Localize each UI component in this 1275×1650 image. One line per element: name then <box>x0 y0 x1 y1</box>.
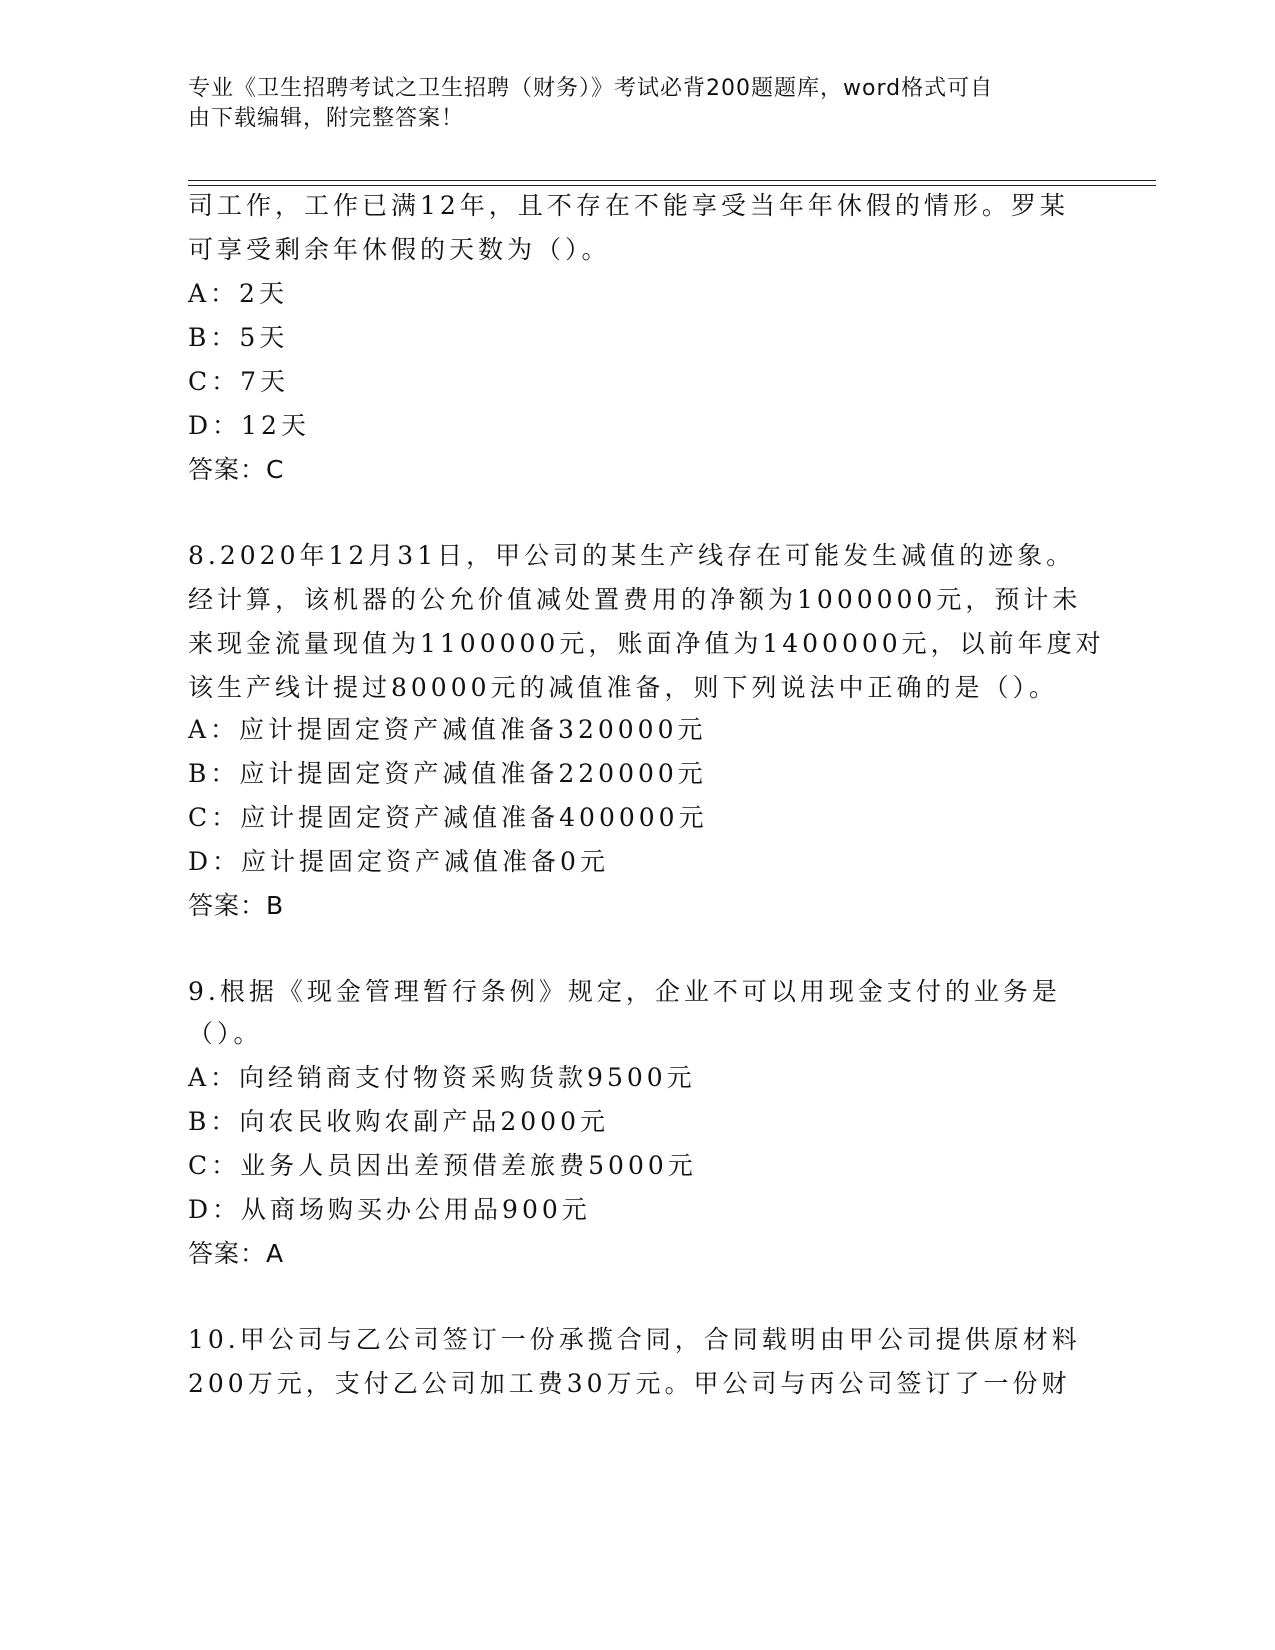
q8-option-a: A：应计提固定资产减值准备320000元 <box>188 715 707 744</box>
q9-line-2: （）。 <box>188 1019 263 1048</box>
header-line-2: 由下载编辑，附完整答案！ <box>188 106 465 131</box>
q10-line-2: 200万元，支付乙公司加工费30万元。甲公司与丙公司签订了一份财 <box>188 1369 1071 1398</box>
q7-answer: 答案：C <box>188 455 285 484</box>
q7-option-c: C：7天 <box>188 367 290 396</box>
header-divider-top <box>188 180 1156 181</box>
document-header <box>188 74 1088 134</box>
q9-option-a: A：向经销商支付物资采购货款9500元 <box>188 1063 696 1092</box>
q7-line-2: 可享受剩余年休假的天数为（）。 <box>188 235 611 264</box>
q9-answer: 答案：A <box>188 1239 285 1268</box>
q9-option-c: C：业务人员因出差预借差旅费5000元 <box>188 1151 697 1180</box>
q8-option-c: C：应计提固定资产减值准备400000元 <box>188 803 708 832</box>
q8-line-3: 来现金流量现值为1100000元，账面净值为1400000元，以前年度对 <box>188 629 1105 658</box>
q8-option-b: B：应计提固定资产减值准备220000元 <box>188 759 707 788</box>
q7-option-a: A：2天 <box>188 279 288 308</box>
q8-line-4: 该生产线计提过80000元的减值准备，则下列说法中正确的是（）。 <box>188 673 1059 702</box>
q7-option-b: B：5天 <box>188 323 289 352</box>
q9-option-d: D：从商场购买办公用品900元 <box>188 1195 591 1224</box>
q7-line-1: 司工作，工作已满12年，且不存在不能享受当年年休假的情形。罗某 <box>188 191 1069 220</box>
q9-line-1: 9.根据《现金管理暂行条例》规定，企业不可以用现金支付的业务是 <box>188 977 1061 1006</box>
q9-option-b: B：向农民收购农副产品2000元 <box>188 1107 609 1136</box>
q10-line-1: 10.甲公司与乙公司签订一份承揽合同，合同载明由甲公司提供原材料 <box>188 1325 1081 1354</box>
q7-option-d: D：12天 <box>188 411 310 440</box>
q8-line-2: 经计算，该机器的公允价值减处置费用的净额为1000000元，预计未 <box>188 585 1082 614</box>
header-line-1: 专业《卫生招聘考试之卫生招聘（财务）》考试必背200题题库，word格式可自 <box>188 76 994 101</box>
q8-line-1: 8.2020年12月31日，甲公司的某生产线存在可能发生减值的迹象。 <box>188 541 1076 570</box>
q8-option-d: D：应计提固定资产减值准备0元 <box>188 847 609 876</box>
q8-answer: 答案：B <box>188 891 285 920</box>
